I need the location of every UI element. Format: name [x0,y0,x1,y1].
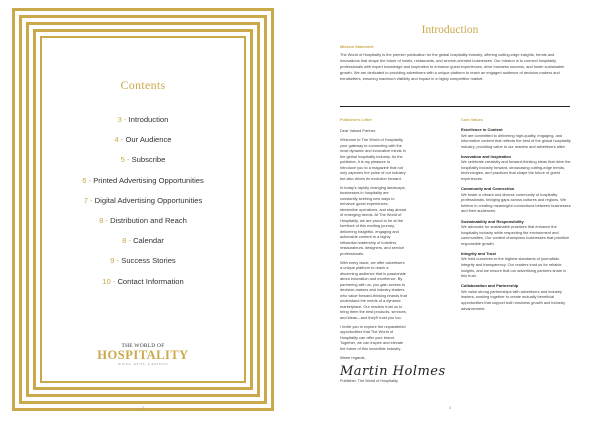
value-body: We foster a vibrant and diverse community of hospitality professionals, bridging gaps across cultures and regions. We believe in creating meaningful connections between businesses and their audiences. [461,191,571,214]
value-title: Collaboration and Partnership [461,283,519,289]
value-body: We advocate for sustainable practices that enhance the hospitality industry while respecting the environment and communities. Our content champions businesses that prioritize responsible growth. [461,224,570,246]
toc-label: Success Stories [121,256,176,266]
logo-tagline: DINING, EXITS, & ENTRAIN [117,362,169,366]
values-label: Core Values [461,118,483,122]
toc-separator: - [103,215,111,225]
publishers-letter [340,128,407,364]
page-number-right: 3 [448,405,452,410]
toc-separator: - [87,195,95,205]
toc-item[interactable] [40,134,246,154]
toc-item[interactable] [40,276,246,296]
mission-text: The World of Hospitality is the premier publication for the global hospitality industry, offering cutting-edge insights, trends and innovations that shape the future of hotels, restaurants, and service-oriented businesses. Our mission is to connect hospitality professionals with expert knowledge and inspiration to enhance guest experiences, drive business success, and foster sustainable growth. We are dedicated to providing advertisers with a unique platform to reach an engaged audience of decision-makers and trendsetters, ensuring maximum visibility and impact in a highly competitive market. [340,52,565,81]
toc-item[interactable] [40,215,246,235]
logo-line-1: THE WORLD OF [121,343,165,349]
toc-label: Calendar [133,236,164,246]
toc-page-number: 8 [99,215,104,225]
letter-paragraph: With every issue, we offer advertisers a unique platform to reach a discerning audience that is passionate about innovation and excellence. By partnering with us, you gain access to decision-makers and industry leaders who value forward-thinking brands that understand the needs of a dynamic marketplace. Our readers trust us to bring them the best products, services, and ideas—and they'll trust you too. [340,259,407,320]
toc-page-number: 4 [114,135,119,145]
toc-item[interactable] [40,195,246,215]
toc-label: Subscribe [131,155,166,165]
mission-label: Mission Statement [340,45,374,49]
signature-caption: Publisher, The World of Hospitality [340,379,398,383]
value-body: We hold ourselves to the highest standards of journalistic integrity and transparency. Our readers trust us for reliable insights, and we ensure that our advertising partners share in this trust. [461,256,567,279]
toc-item[interactable] [40,114,246,134]
toc-separator: - [114,256,122,266]
toc-item[interactable] [40,175,246,195]
toc-page-number: 9 [110,256,115,266]
letter-paragraph: Warm regards, [340,354,366,360]
toc-label: Printed Advertising Opportunities [93,175,204,185]
toc-separator: - [124,155,132,165]
toc-label: Contact Information [117,276,184,286]
value-body: We celebrate creativity and forward-thinking ideas that drive the hospitality industry forward, showcasing cutting-edge trends, technologies, and practices that shape the future of guest experiences. [461,159,571,182]
value-title: Innovation and Inspiration [461,153,511,159]
value-body: We are committed to delivering high-quality, engaging, and informative content that reflects the best of the global hospitality industry, providing value to our readers and advertisers alike. [461,132,571,149]
toc-item[interactable] [40,255,246,275]
value-title: Excellence in Content [461,127,503,132]
core-values-list [461,127,571,316]
letter-label: Publisher's Letter [340,118,372,122]
letter-paragraph: Welcome to The World of Hospitality, your gateway to connecting with the most dynamic and innovative minds in the global hospitality industry. As the publisher, it is my pleasure to introduce you to a magazine that not only captures the pulse of our industry but also drives its evolution forward. [340,137,406,181]
toc-item[interactable] [40,154,246,174]
toc-page-number: 7 [83,195,88,205]
toc-label: Introduction [128,115,169,124]
table-of-contents [40,114,246,296]
toc-label: Distribution and Reach [110,215,187,225]
toc-label: Digital Advertising Opportunities [94,195,203,205]
introduction-page [300,0,600,424]
value-title: Sustainability and Responsibility [461,218,524,224]
section-divider [340,106,570,107]
signature: Martin Holmes [340,364,446,379]
value-body: We value strong partnerships with advertisers and industry leaders, working together to create mutually beneficial opportunities that support both business growth and industry advancement. [461,288,566,311]
toc-page-number: 10 [102,276,111,286]
letter-paragraph: Dear Valued Partner, [340,128,377,133]
toc-separator: - [86,175,94,185]
toc-separator: - [121,115,129,124]
toc-separator: - [118,135,126,145]
value-title: Integrity and Trust [461,250,496,256]
toc-page-number: 5 [120,155,125,165]
toc-separator: - [110,276,118,286]
toc-label: Our Audience [125,135,172,145]
toc-page-number: 6 [82,175,87,185]
value-title: Community and Connection [461,186,515,192]
letter-paragraph: In today's rapidly changing landscape, businesses in hospitality are constantly seeking new ways to enhance guest experiences, streamline operations, and stay ahead of emerging trends. At The World of Hospitality, we are proud to be at the forefront of this exciting journey, delivering insightful, engaging and actionable content to a highly influential readership of hoteliers, restaurateurs, designers, and service professionals. [340,184,406,256]
hospitality-logo [40,343,246,366]
toc-page-number: 3 [117,115,122,124]
logo-line-2: HOSPITALITY [97,348,189,362]
toc-item[interactable] [40,235,246,255]
toc-separator: - [126,236,134,246]
page-number-left: 2 [141,405,145,410]
letter-paragraph: I invite you to explore the unparalleled opportunities that The World of Hospitality can offer your brand. Together, we can inspire and elevate the future of this incredible industry. [340,323,406,351]
toc-page-number: 8 [122,236,127,246]
introduction-title: Introduction [421,24,479,36]
contents-title: Contents [120,78,166,92]
